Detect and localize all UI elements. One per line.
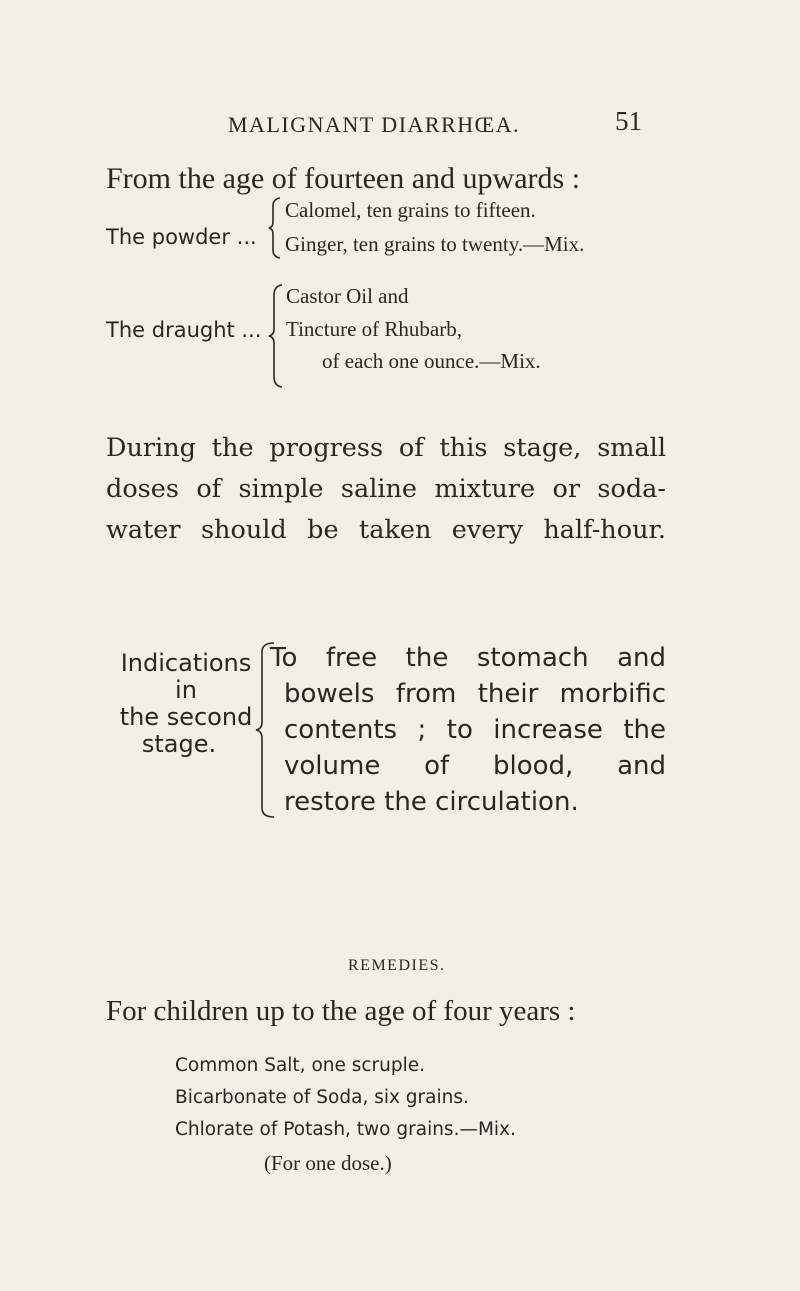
dose-note: (For one dose.) <box>264 1151 392 1175</box>
indications-text-line: bowels from their morbific <box>284 679 666 709</box>
remedies-subheading: For children up to the age of four years : <box>106 995 576 1027</box>
indications-text-line: volume of blood, and <box>284 751 666 781</box>
running-title: MALIGNANT DIARRHŒA. <box>228 112 521 137</box>
indications-text-line: To free the stomach and <box>270 643 666 673</box>
stage-paragraph <box>106 428 666 551</box>
powder-label: The powder ... <box>106 225 257 249</box>
recipe-line: Bicarbonate of Soda, six grains. <box>175 1087 469 1108</box>
indications-label-line: in <box>175 676 197 704</box>
recipe-line: Chlorate of Potash, two grains.—Mix. <box>175 1119 516 1140</box>
indications-text-line: contents ; to increase the <box>284 715 666 745</box>
draught-line-1: Castor Oil and <box>286 284 409 308</box>
indications-text <box>270 640 666 820</box>
indications-text-line: restore the circulation. <box>284 787 579 817</box>
draught-brace <box>268 283 284 389</box>
indications-label-line: stage. <box>141 730 217 758</box>
indications-label <box>103 650 269 758</box>
indications-label-line: Indications <box>120 649 252 677</box>
powder-brace <box>268 196 282 260</box>
paragraph-line: water should be taken every half-hour. <box>106 515 666 545</box>
paragraph-line: During the progress of this stage, small <box>106 433 666 463</box>
powder-line-2: Ginger, ten grains to twenty.—Mix. <box>285 232 585 256</box>
paragraph-line: doses of simple saline mixture or soda- <box>106 474 666 504</box>
draught-label: The draught ... <box>106 318 262 342</box>
section-heading: From the age of fourteen and upwards : <box>106 162 581 195</box>
recipe-line: Common Salt, one scruple. <box>175 1055 426 1076</box>
draught-line-3: of each one ounce.—Mix. <box>322 349 541 373</box>
draught-line-2: Tincture of Rhubarb, <box>286 317 462 341</box>
remedies-heading: REMEDIES. <box>348 957 446 974</box>
powder-line-1: Calomel, ten grains to fifteen. <box>285 198 536 222</box>
indications-label-line: the second <box>119 703 253 731</box>
page-number: 51 <box>615 106 642 136</box>
